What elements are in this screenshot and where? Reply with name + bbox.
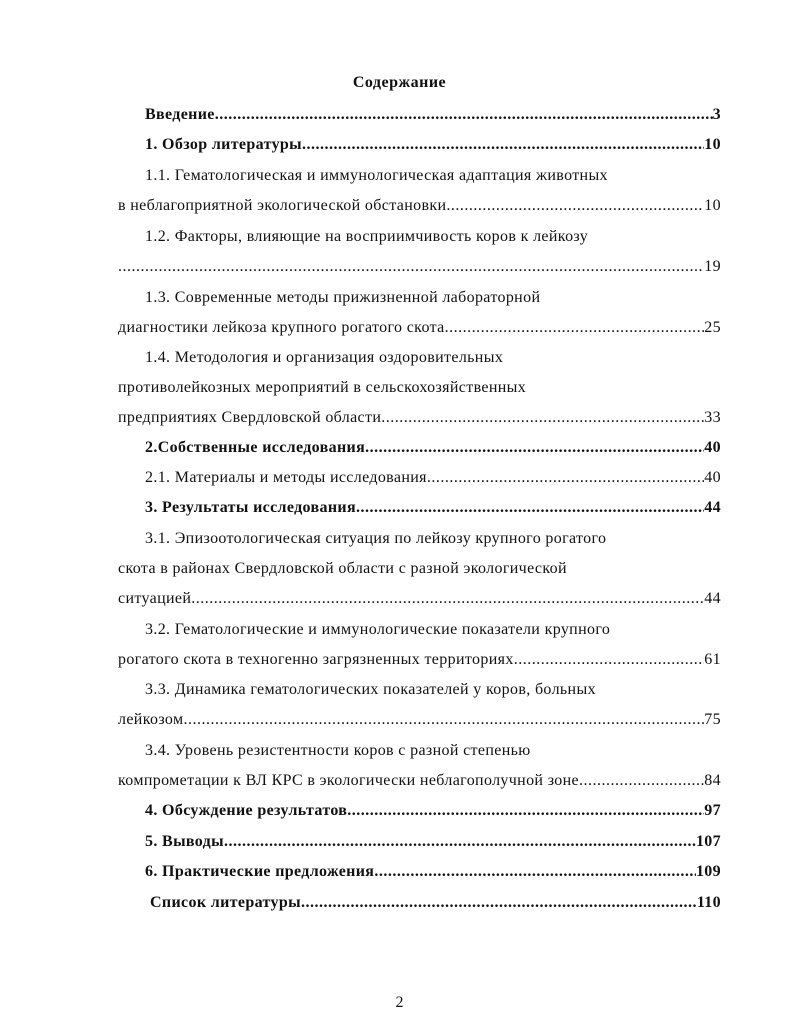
toc-entry-text: скота в районах Свердловской области с разной экологической: [118, 560, 567, 577]
toc-entry-text: предприятиях Свердловской области: [118, 409, 382, 426]
dot-leader: [302, 132, 704, 158]
dot-leader: [445, 315, 705, 341]
toc-entry-1-2-cont[interactable]: [118, 254, 721, 280]
toc-entry-page: 10: [704, 197, 721, 214]
toc-entry-page: 10: [704, 136, 721, 153]
toc-entry-1-4-cont-a[interactable]: [118, 375, 721, 401]
dot-leader: [215, 102, 713, 128]
toc-entry-2-1[interactable]: [145, 465, 721, 491]
toc-entry-3-1-cont-a[interactable]: [118, 556, 721, 582]
toc-entry-page: 75: [704, 711, 721, 728]
toc-entry-text: 3.4. Уровень резистентности коров с разной степенью: [145, 742, 531, 759]
toc-entry-chapter-2[interactable]: [145, 435, 721, 461]
toc-entry-chapter-5[interactable]: [145, 829, 721, 855]
toc-entry-text: 3. Результаты исследования: [145, 499, 356, 516]
toc-entry-3-4-cont[interactable]: [118, 768, 721, 794]
dot-leader: [374, 859, 696, 885]
dot-leader: [381, 405, 704, 431]
toc-entry-page: 84: [704, 772, 721, 789]
toc-entry-3-2[interactable]: [145, 617, 721, 643]
toc-entry-page: 40: [704, 469, 721, 486]
dot-leader: [347, 798, 704, 824]
toc-entry-text: Список литературы: [150, 894, 301, 911]
toc-entry-page: 33: [704, 409, 721, 426]
toc-entry-text: лейкозом: [118, 711, 184, 728]
toc-entry-intro[interactable]: [145, 102, 721, 128]
toc-entry-page: 109: [695, 863, 721, 880]
toc-entry-text: 2.Собственные исследования: [145, 439, 366, 456]
toc-entry-page: 25: [704, 319, 721, 336]
toc-entry-text: 3.1. Эпизоотологическая ситуация по лейкозу крупного рогатого: [145, 530, 607, 547]
toc-entry-3-3[interactable]: [145, 677, 721, 703]
dot-leader: [514, 647, 705, 673]
toc-entry-1-2[interactable]: [145, 224, 721, 250]
toc-entry-text: 4. Обсуждение результатов: [145, 802, 348, 819]
toc-entry-text: в неблагоприятной экологической обстановки: [118, 197, 447, 214]
toc-entry-chapter-6[interactable]: [145, 859, 721, 885]
toc-entry-text: 2.1. Материалы и методы исследования: [145, 469, 427, 486]
toc-entry-1-3[interactable]: [145, 285, 721, 311]
toc-entry-page: 40: [704, 439, 721, 456]
toc-entry-references[interactable]: [150, 890, 721, 916]
toc-entry-text: компрометации к ВЛ КРС в экологически неблагополучной зоне: [118, 772, 579, 789]
page-number: 2: [395, 994, 404, 1011]
toc-entry-1-1-cont[interactable]: [118, 193, 721, 219]
toc-entry-text: 5. Выводы: [145, 833, 224, 850]
toc-entry-page: 97: [704, 802, 721, 819]
toc-entry-text: Введение: [145, 106, 215, 123]
toc-entry-page: 110: [696, 894, 721, 911]
toc-entry-1-4-cont-b[interactable]: [118, 405, 721, 431]
toc-entry-3-2-cont[interactable]: [118, 647, 721, 673]
toc-entry-page: 44: [704, 499, 721, 516]
toc-entry-text: 1. Обзор литературы: [145, 136, 303, 153]
toc-entry-text: 1.2. Факторы, влияющие на восприимчивость коров к лейкозу: [145, 228, 589, 245]
toc-entry-text: противолейкозных мероприятий в сельскохозяйственных: [118, 379, 527, 396]
toc-entry-1-3-cont[interactable]: [118, 315, 721, 341]
toc-entry-text: ситуацией: [118, 590, 192, 607]
toc-entry-chapter-4[interactable]: [145, 798, 721, 824]
toc-entry-text: рогатого скота в техногенно загрязненных территориях: [118, 651, 514, 668]
toc-entry-3-1-cont-b[interactable]: [118, 586, 721, 612]
dot-leader: [356, 495, 704, 521]
toc-entry-text: 1.1. Гематологическая и иммунологическая адаптация животных: [145, 167, 608, 184]
toc-entry-text: 1.3. Современные методы прижизненной лабораторной: [145, 289, 541, 306]
toc-entry-page: 44: [704, 590, 721, 607]
page-title: Содержание: [352, 74, 447, 91]
toc-entry-chapter-3[interactable]: [145, 495, 721, 521]
toc-entry-text: диагностики лейкоза крупного рогатого скота: [118, 319, 445, 336]
dot-leader: [301, 890, 697, 916]
dot-leader: [183, 707, 704, 733]
toc-entry-text: 6. Практические предложения: [145, 863, 375, 880]
toc-entry-3-4[interactable]: [145, 738, 721, 764]
toc-entry-3-1[interactable]: [145, 526, 721, 552]
toc-entry-3-3-cont[interactable]: [118, 707, 721, 733]
toc-entry-1-4[interactable]: [145, 345, 721, 371]
toc-entry-page: 3: [712, 106, 721, 123]
toc-entry-text: 3.2. Гематологические и иммунологические показатели крупного: [145, 621, 611, 638]
toc-entry-chapter-1[interactable]: [145, 132, 721, 158]
toc-entry-text: 1.4. Методология и организация оздоровительных: [145, 349, 504, 366]
toc-entry-text: 3.3. Динамика гематологических показателей у коров, больных: [145, 681, 596, 698]
toc-entry-1-1[interactable]: [145, 163, 721, 189]
dot-leader: [579, 768, 704, 794]
dot-leader: [365, 435, 704, 461]
toc-entry-page: 107: [695, 833, 721, 850]
dot-leader: [118, 254, 704, 280]
dot-leader: [191, 586, 704, 612]
dot-leader: [446, 193, 704, 219]
toc-entry-page: 61: [704, 651, 721, 668]
dot-leader: [224, 829, 696, 855]
toc-entry-page: 19: [704, 258, 721, 275]
dot-leader: [427, 465, 704, 491]
